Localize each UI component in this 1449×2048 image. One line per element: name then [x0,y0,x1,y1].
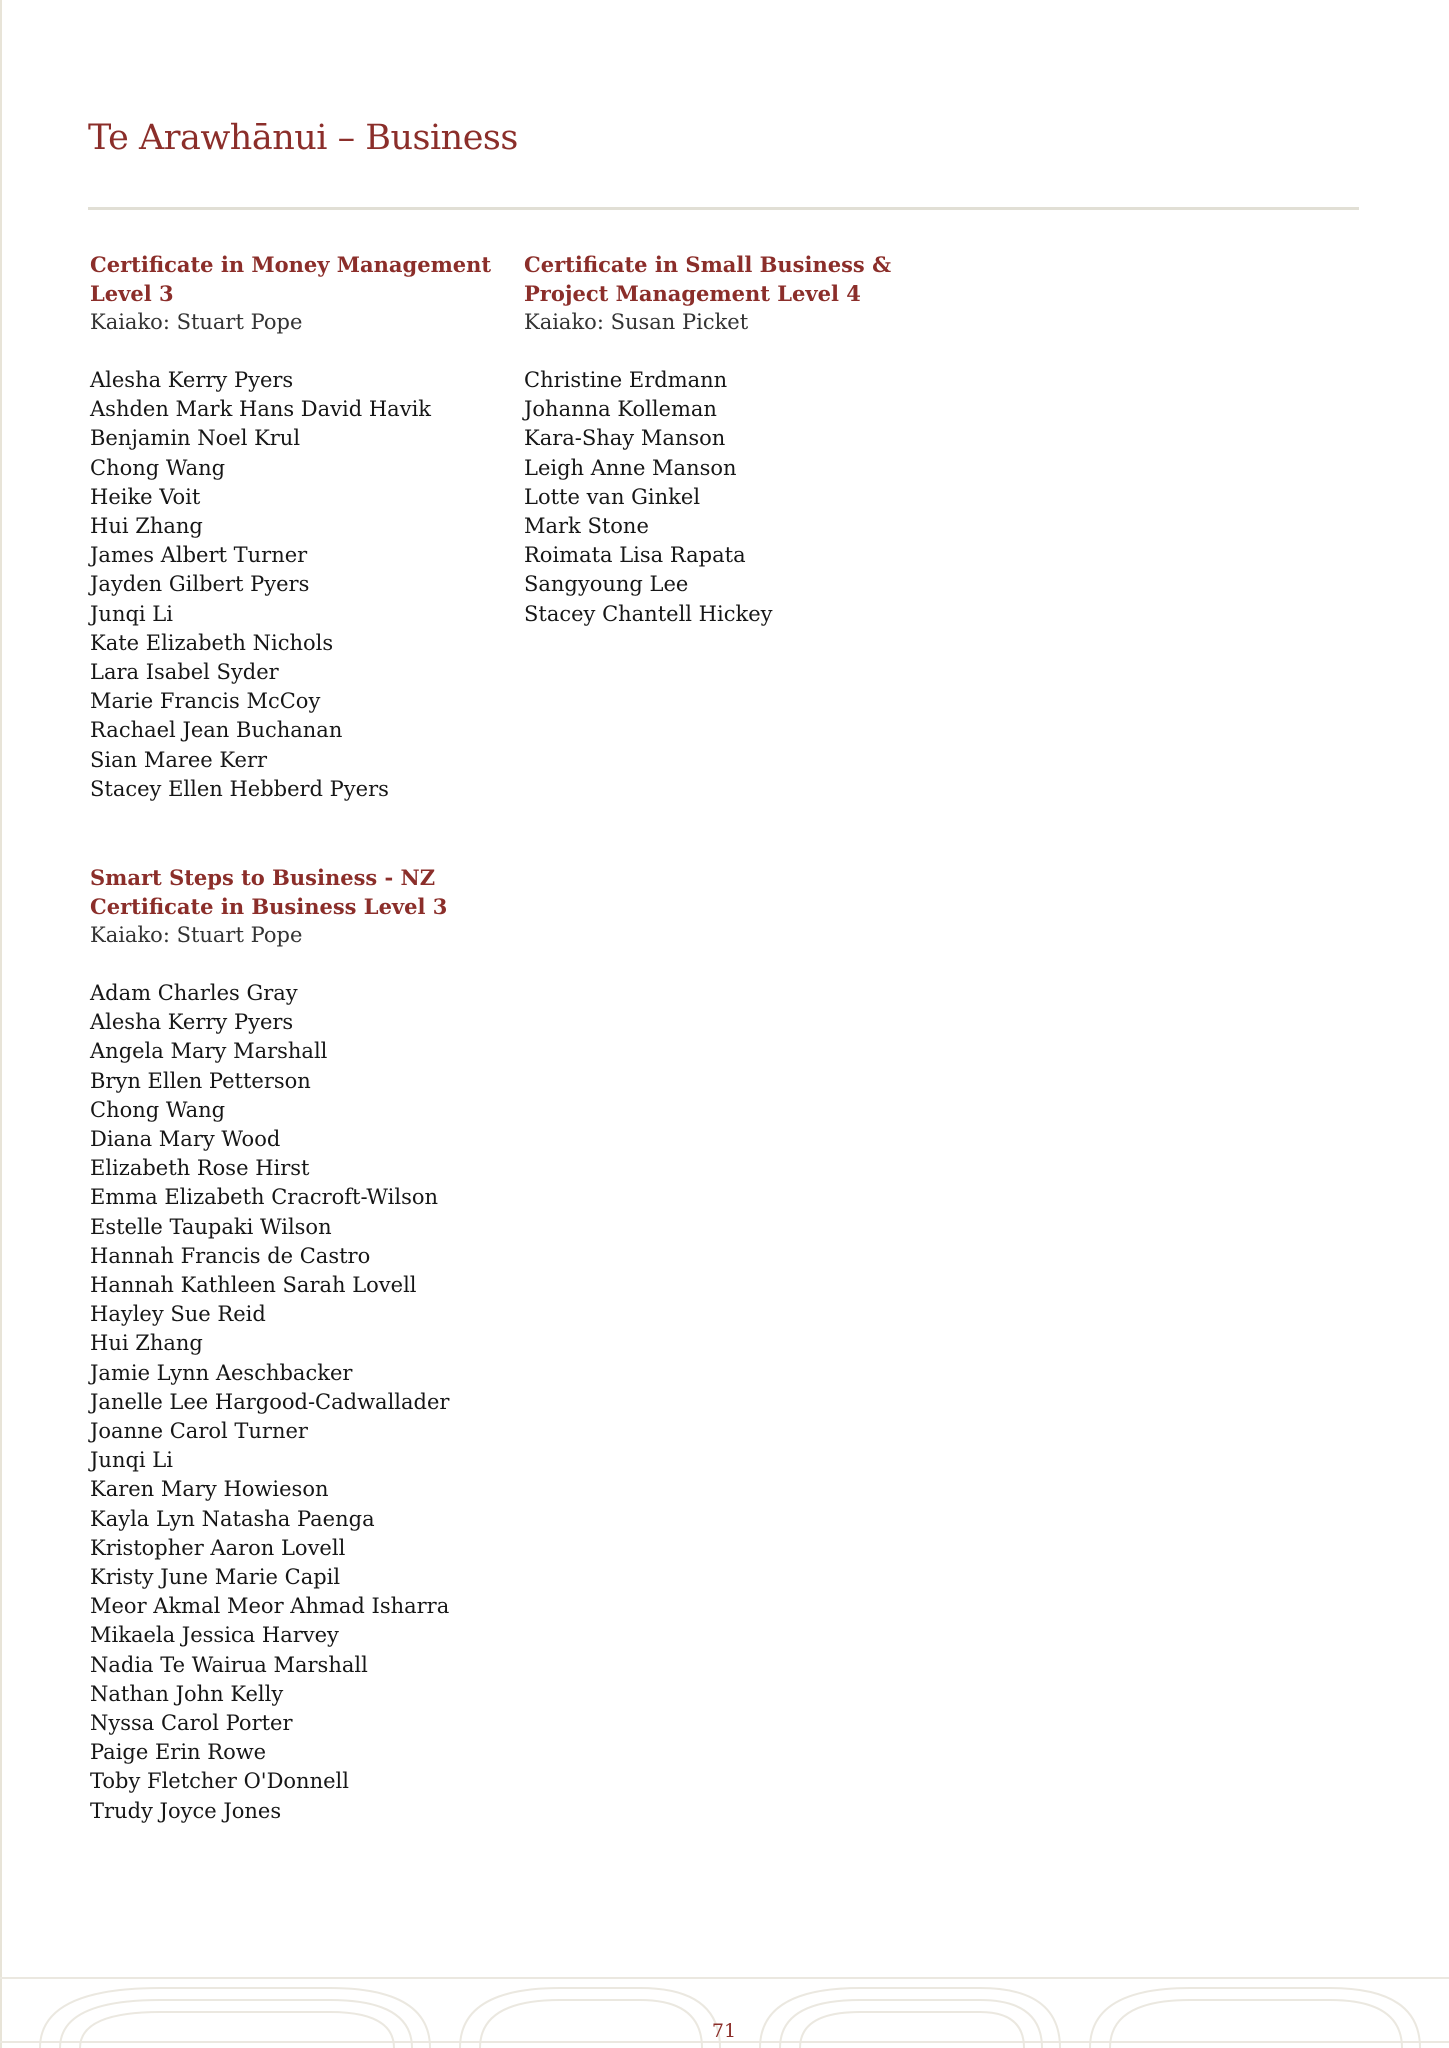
graduate-name: Christine Erdmann [524,368,728,392]
graduate-name: Adam Charles Gray [90,981,298,1005]
section-small-business [524,250,944,629]
section-heading-level: Project Management Level 4 [524,281,861,306]
section-heading-level: Certificate in Business Level 3 [90,894,448,919]
kaiako-label: Kaiako: Susan Picket [524,310,749,334]
graduate-name: Rachael Jean Buchanan [90,718,343,743]
graduate-name: Junqi Li [90,601,173,626]
graduate-name: Chong Wang [90,455,226,480]
graduate-name: Hui Zhang [90,1331,203,1356]
graduate-name: Nyssa Carol Porter [90,1711,293,1736]
graduate-name: Kayla Lyn Natasha Paenga [90,1506,375,1531]
page-number: 71 [711,2020,737,2042]
section-heading: Smart Steps to Business - NZ [90,865,436,890]
graduate-list [90,979,510,1826]
graduate-name: Alesha Kerry Pyers [90,368,294,392]
graduate-name: Stacey Chantell Hickey [524,601,773,626]
graduate-name: Emma Elizabeth Cracroft-Wilson [90,1185,439,1210]
graduate-name: Hayley Sue Reid [90,1302,266,1327]
graduate-name: Benjamin Noel Krul [90,426,301,451]
graduate-name: Lotte van Ginkel [524,484,701,509]
page-title: Te Arawhānui – Business [88,118,518,158]
graduate-name: Sian Maree Kerr [90,747,268,772]
graduate-name: Bryn Ellen Petterson [90,1068,311,1093]
graduate-list [90,366,510,804]
graduate-name: Sangyoung Lee [524,572,689,597]
section-money-management [90,250,510,804]
graduate-name: Hannah Francis de Castro [90,1243,371,1268]
graduate-name: Roimata Lisa Rapata [524,543,746,568]
graduate-name: Janelle Lee Hargood-Cadwallader [90,1389,450,1414]
graduate-name: Diana Mary Wood [90,1127,281,1152]
graduate-name: Karen Mary Howieson [90,1477,329,1502]
graduate-name: Mikaela Jessica Harvey [90,1623,339,1648]
graduate-name: Toby Fletcher O'Donnell [90,1769,349,1794]
graduate-name: Estelle Taupaki Wilson [90,1214,332,1239]
graduate-name: Ashden Mark Hans David Havik [90,397,432,422]
graduate-name: Junqi Li [90,1448,173,1473]
section-heading-level: Level 3 [90,281,174,306]
graduate-name: Kara-Shay Manson [524,426,726,451]
graduate-name: Joanne Carol Turner [90,1419,308,1444]
graduate-name: Meor Akmal Meor Ahmad Isharra [90,1594,450,1619]
graduate-name: Johanna Kolleman [524,397,717,422]
graduate-name: Nathan John Kelly [90,1681,284,1706]
graduate-name: Lara Isabel Syder [90,660,279,685]
section-heading: Certificate in Small Business & [524,252,892,277]
graduate-name: Alesha Kerry Pyers [90,1010,294,1035]
graduate-name: Kate Elizabeth Nichols [90,630,334,655]
graduate-name: Elizabeth Rose Hirst [90,1156,310,1181]
title-divider [88,207,1359,210]
section-heading: Certificate in Money Management [90,252,492,277]
graduate-name: Hannah Kathleen Sarah Lovell [90,1273,417,1298]
graduate-name: Kristopher Aaron Lovell [90,1535,346,1560]
graduate-name: Chong Wang [90,1097,226,1122]
graduate-name: Kristy June Marie Capil [90,1565,341,1590]
graduate-name: Hui Zhang [90,514,203,539]
page-edge [0,0,2,2048]
kaiako-label: Kaiako: Stuart Pope [90,923,303,947]
graduate-name: Leigh Anne Manson [524,455,737,480]
graduate-name: Mark Stone [524,514,649,539]
graduate-name: Trudy Joyce Jones [90,1798,282,1823]
graduate-name: Jamie Lynn Aeschbacker [90,1360,353,1385]
graduate-name: Paige Erin Rowe [90,1740,267,1765]
graduate-name: Stacey Ellen Hebberd Pyers [90,776,389,801]
section-smart-steps [90,863,510,1826]
kaiako-label: Kaiako: Stuart Pope [90,310,303,334]
graduate-name: Jayden Gilbert Pyers [90,572,310,597]
graduate-name: Heike Voit [90,484,201,509]
graduate-name: Marie Francis McCoy [90,689,321,714]
graduate-name: James Albert Turner [90,543,308,568]
graduate-list [524,366,944,629]
graduate-name: Nadia Te Wairua Marshall [90,1652,368,1677]
graduate-name: Angela Mary Marshall [90,1039,328,1064]
